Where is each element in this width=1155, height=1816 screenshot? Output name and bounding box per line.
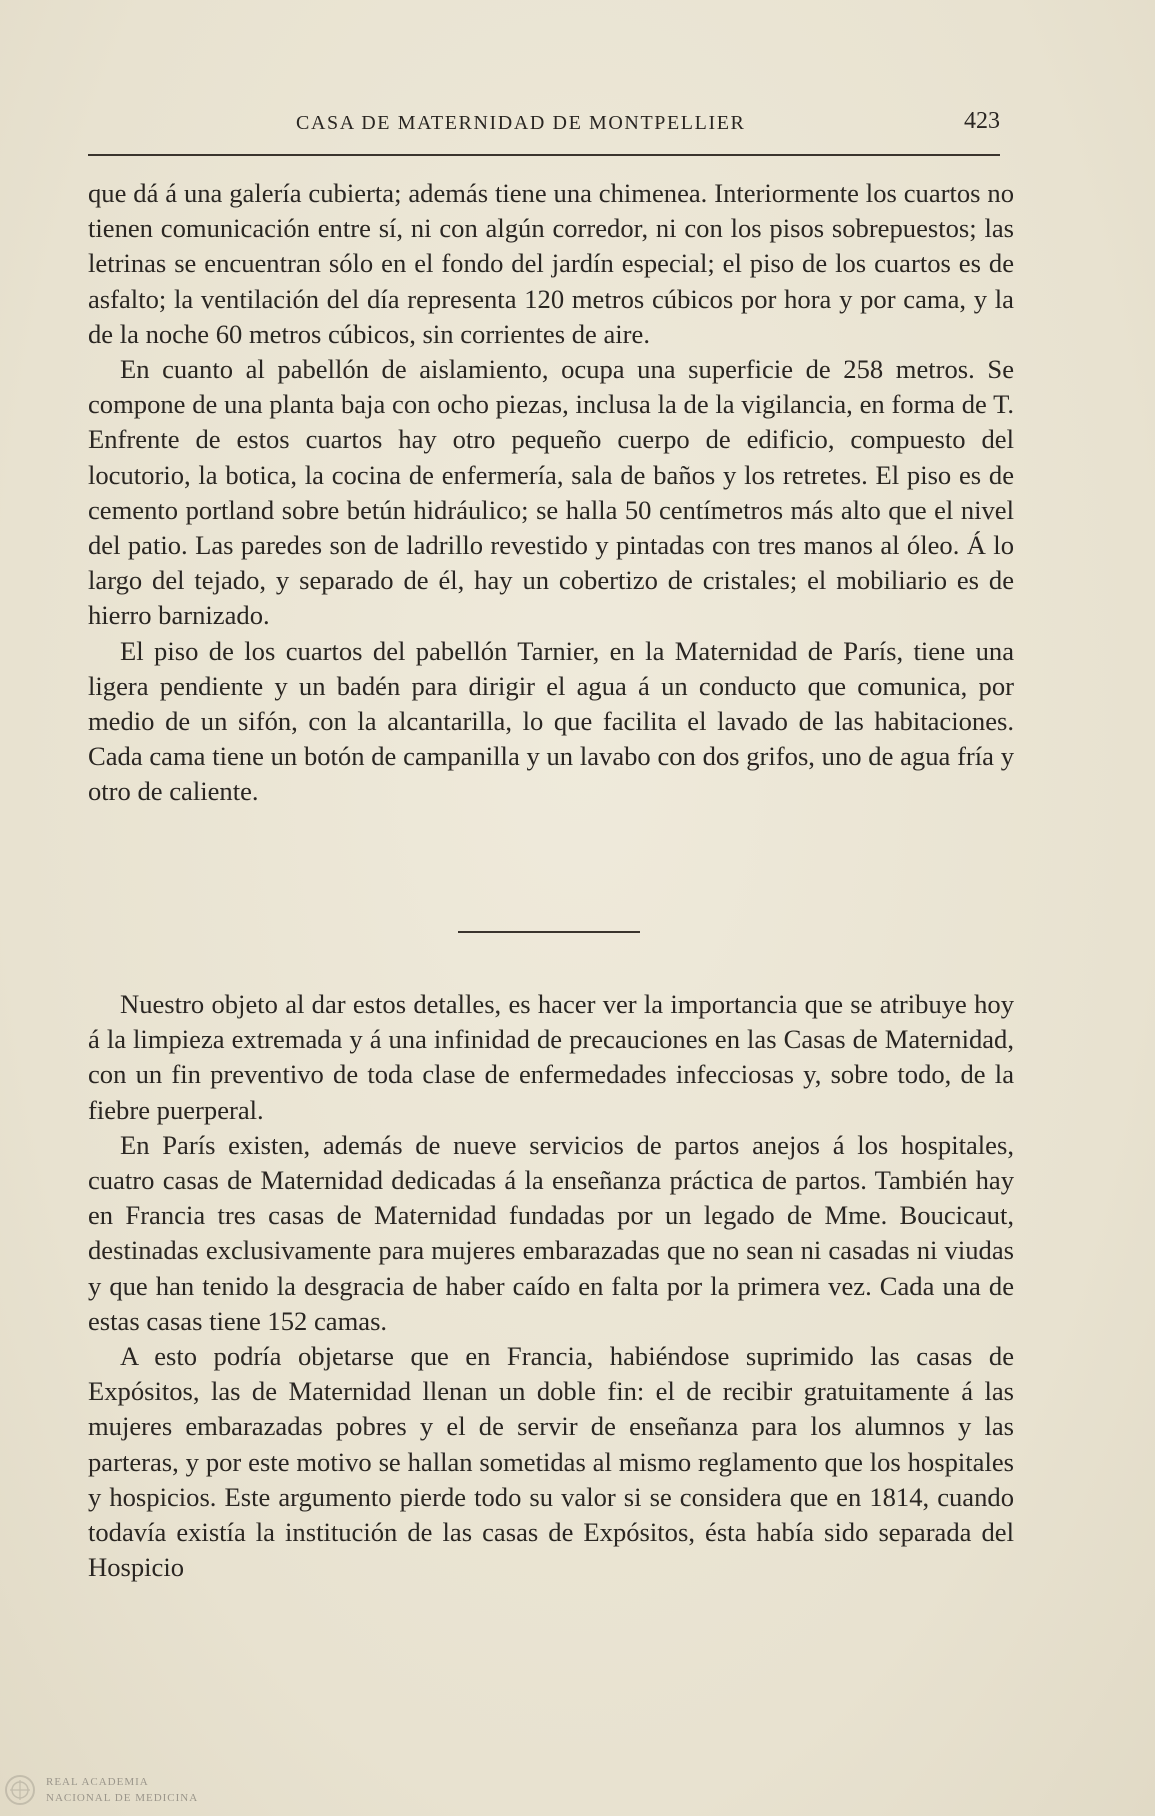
paragraph: Nuestro objeto al dar estos detalles, es hacer ver la importancia que se atribuye hoy á la limpieza extremada y á una infinidad de precauciones en las Casas de Maternidad, con un fin preventivo de toda clase de enfermedades infecciosas y, sobre todo, de la fiebre puerperal. (88, 989, 1014, 1125)
running-title: CASA DE MATERNIDAD DE MONTPELLIER (296, 112, 746, 134)
paragraph: que dá á una galería cubierta; además tiene una chimenea. Interiormente los cuartos no tienen comunicación entre sí, ni con algún corredor, ni con los pisos sobrepuestos; las letrinas se encuentran sólo en el fondo del jardín especial; el piso de los cuartos es de asfalto; la ventilación del día representa 120 metros cúbicos por hora y por cama, y la de la noche 60 metros cúbicos, sin corrientes de aire. (88, 178, 1014, 349)
page-header (88, 108, 1000, 148)
page-number: 423 (964, 108, 1000, 134)
watermark-line: REAL ACADEMIA (46, 1776, 149, 1788)
watermark-line: NACIONAL DE MEDICINA (46, 1792, 199, 1804)
seal-icon (4, 1774, 36, 1806)
section-divider (458, 931, 640, 933)
paragraph: El piso de los cuartos del pabellón Tarnier, en la Maternidad de París, tiene una ligera pendiente y un badén para dirigir el agua á un conducto que comunica, por medio de un sifón, con la alcantarilla, lo que facilita el lavado de las habitaciones. Cada cama tiene un botón de campanilla y un lavabo con dos grifos, uno de agua fría y otro de caliente. (88, 635, 1014, 807)
text-block-top (88, 176, 1014, 810)
header-rule (88, 154, 1000, 156)
paragraph: En cuanto al pabellón de aislamiento, ocupa una superficie de 258 metros. Se compone de una planta baja con ocho piezas, inclusa la de la vigilancia, en forma de T. Enfrente de estos cuartos hay otro pequeño cuerpo de edificio, compuesto del locutorio, la botica, la cocina de enfermería, sala de baños y los retretes. El piso es de cemento portland sobre betún hidráulico; se halla 50 centímetros más alto que el nivel del patio. Las paredes son de ladrillo revestido y pintadas con tres manos al óleo. Á lo largo del tejado, y separado de él, hay un cobertizo de cristales; el mobiliario es de hierro barnizado. (88, 354, 1014, 631)
library-watermark (2, 1772, 222, 1812)
paragraph: En París existen, además de nueve servicios de partos anejos á los hospitales, cuatro casas de Maternidad dedicadas á la enseñanza práctica de partos. También hay en Francia tres casas de Maternidad fundadas por un legado de Mme. Boucicaut, destinadas exclusivamente para mujeres embarazadas que no sean ni casadas ni viudas y que han tenido la desgracia de haber caído en falta por la primera vez. Cada una de estas casas tiene 152 camas. (88, 1129, 1014, 1336)
text-block-bottom (88, 987, 1014, 1585)
paragraph: A esto podría objetarse que en Francia, habiéndose suprimido las casas de Expósitos, las de Maternidad llenan un doble fin: el de recibir gratuitamente á las mujeres embarazadas pobres y el de servir de enseñanza para los alumnos y las parteras, y por este motivo se hallan sometidas al mismo reglamento que los hospitales y hospicios. Este argumento pierde todo su valor si se considera que en 1814, cuando todavía existía la institución de las casas de Expósitos, ésta había sido separada del Hospicio (88, 1341, 1014, 1583)
